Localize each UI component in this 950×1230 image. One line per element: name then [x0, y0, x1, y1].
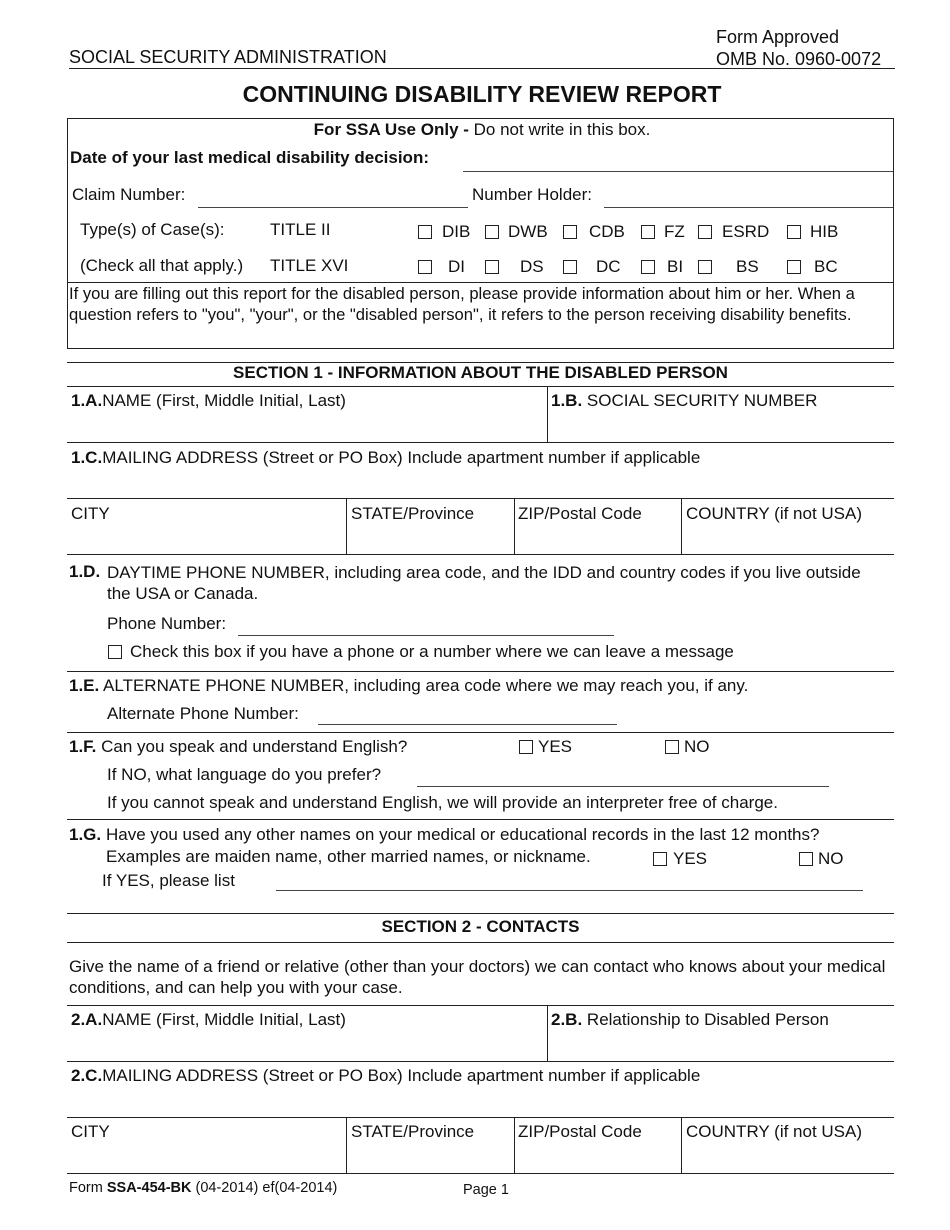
claim-number-label: Claim Number: [72, 185, 186, 204]
rule-1a [67, 442, 894, 443]
country-input-2[interactable] [683, 1143, 893, 1170]
number-holder-line[interactable] [604, 207, 893, 208]
bi-label: BI [667, 257, 684, 276]
ds-checkbox[interactable] [485, 260, 499, 274]
ssn-input-1b[interactable] [549, 412, 893, 440]
english-yes-checkbox[interactable] [519, 740, 533, 754]
field-1f: 1.F. Can you speak and understand English? [69, 737, 408, 756]
bi-checkbox[interactable] [641, 260, 655, 274]
di-checkbox[interactable] [418, 260, 432, 274]
alt-phone-input-line[interactable] [318, 724, 617, 725]
divider-state-zip-2 [514, 1117, 515, 1173]
alt-phone-label: Alternate Phone Number: [107, 704, 299, 723]
agency-name: SOCIAL SECURITY ADMINISTRATION [69, 47, 387, 67]
field-1b: 1.B. SOCIAL SECURITY NUMBER [551, 391, 818, 410]
hib-checkbox[interactable] [787, 225, 801, 239]
dc-label: DC [596, 257, 621, 276]
title-xvi-label: TITLE XVI [270, 256, 349, 275]
instructions-text: If you are filling out this report for the disabled person, please provide information about him or her. When a question refers to "you", "your", or the "disabled person", it refers to the person receiving disability benefits. [69, 284, 855, 324]
divider-zip-country-1 [681, 498, 682, 554]
field-1g-label: Have you used any other names on your medical or educational records in the last 12 months? [106, 825, 820, 844]
esrd-label: ESRD [722, 222, 770, 241]
rule-section2-intro [67, 1005, 894, 1006]
claim-number-line[interactable] [198, 207, 468, 208]
state-input-1[interactable] [348, 525, 512, 552]
interpreter-note: If you cannot speak and understand English, we will provide an interpreter free of charge. [107, 793, 778, 812]
fz-checkbox[interactable] [641, 225, 655, 239]
city-label-1: CITY [71, 504, 110, 523]
zip-input-2[interactable] [516, 1143, 679, 1170]
section2-top-rule [67, 913, 894, 914]
field-1a: 1.A.NAME (First, Middle Initial, Last) [71, 391, 346, 410]
rule-city-1 [67, 554, 894, 555]
last-decision-label: Date of your last medical disability decision: [70, 148, 429, 167]
ssa-use-only: For SSA Use Only - Do not write in this box. [313, 120, 651, 139]
hib-label: HIB [810, 222, 839, 241]
language-input-line[interactable] [417, 786, 829, 787]
english-no-label: NO [684, 737, 710, 756]
field-1c: 1.C.MAILING ADDRESS (Street or PO Box) Include apartment number if applicable [71, 448, 701, 467]
header-rule [69, 68, 895, 69]
language-label: If NO, what language do you prefer? [107, 765, 382, 784]
state-label-2: STATE/Province [351, 1122, 475, 1141]
other-names-yes-label: YES [673, 849, 708, 868]
section1-heading: SECTION 1 - INFORMATION ABOUT THE DISABLED PERSON [233, 363, 728, 382]
country-label-2: COUNTRY (if not USA) [686, 1122, 863, 1141]
name-input-1a[interactable] [69, 412, 545, 440]
number-holder-label: Number Holder: [472, 185, 592, 204]
rule-1d [67, 671, 894, 672]
cdb-label: CDB [589, 222, 625, 241]
divider-state-zip-1 [514, 498, 515, 554]
field-1d-num: 1.D. [69, 562, 101, 581]
section2-heading: SECTION 2 - CONTACTS [381, 917, 580, 936]
phone-input-line[interactable] [238, 635, 614, 636]
name-input-2a[interactable] [69, 1031, 545, 1059]
dwb-checkbox[interactable] [485, 225, 499, 239]
zip-label-2: ZIP/Postal Code [518, 1122, 642, 1141]
divider-city-state-2 [346, 1117, 347, 1173]
bc-label: BC [814, 257, 838, 276]
zip-label-1: ZIP/Postal Code [518, 504, 642, 523]
title-ii-label: TITLE II [270, 220, 331, 239]
divider-city-state-1 [346, 498, 347, 554]
rule-2c [67, 1117, 894, 1118]
message-check-label: Check this box if you have a phone or a number where we can leave a message [130, 642, 734, 661]
city-input-1[interactable] [69, 525, 344, 552]
divider-2a-2b [547, 1005, 548, 1061]
dib-label: DIB [442, 222, 471, 241]
field-2b: 2.B. Relationship to Disabled Person [551, 1010, 829, 1029]
state-label-1: STATE/Province [351, 504, 475, 523]
rule-2a [67, 1061, 894, 1062]
english-yes-label: YES [538, 737, 573, 756]
other-names-input-line[interactable] [276, 890, 863, 891]
relationship-input-2b[interactable] [549, 1031, 893, 1059]
dc-checkbox[interactable] [563, 260, 577, 274]
field-2a: 2.A.NAME (First, Middle Initial, Last) [71, 1010, 346, 1029]
dwb-label: DWB [508, 222, 548, 241]
address-input-1c[interactable] [69, 470, 893, 496]
form-approved: Form Approved [716, 27, 840, 47]
rule-city-2 [67, 1173, 894, 1174]
country-input-1[interactable] [683, 525, 893, 552]
section1-heading-rule [67, 386, 894, 387]
other-names-no-label: NO [818, 849, 844, 868]
other-names-list-label: If YES, please list [102, 871, 235, 890]
city-label-2: CITY [71, 1122, 110, 1141]
english-no-checkbox[interactable] [665, 740, 679, 754]
field-1g-examples: Examples are maiden name, other married names, or nickname. [106, 847, 591, 866]
omb-number: OMB No. 0960-0072 [716, 49, 882, 69]
form-id: Form SSA-454-BK (04-2014) ef(04-2014) [69, 1180, 338, 1196]
bs-checkbox[interactable] [698, 260, 712, 274]
divider-zip-country-2 [681, 1117, 682, 1173]
fz-label: FZ [664, 222, 685, 241]
bc-checkbox[interactable] [787, 260, 801, 274]
phone-label: Phone Number: [107, 614, 227, 633]
page-number: Page 1 [463, 1182, 509, 1198]
field-1g-num: 1.G. [69, 825, 102, 844]
rule-1c [67, 498, 894, 499]
section2-heading-rule [67, 942, 894, 943]
section2-intro: Give the name of a friend or relative (other than your doctors) we can contact who knows about your medical conditions, and can help you with your case. [69, 957, 886, 997]
esrd-checkbox[interactable] [698, 225, 712, 239]
divider-1a-1b [547, 386, 548, 442]
check-all-label: (Check all that apply.) [80, 256, 244, 275]
bs-label: BS [736, 257, 759, 276]
case-types-label: Type(s) of Case(s): [80, 220, 225, 239]
rule-1e [67, 732, 894, 733]
city-input-2[interactable] [69, 1143, 344, 1170]
cdb-checkbox[interactable] [563, 225, 577, 239]
country-label-1: COUNTRY (if not USA) [686, 504, 863, 523]
ds-label: DS [520, 257, 544, 276]
last-decision-line[interactable] [463, 171, 893, 172]
dib-checkbox[interactable] [418, 225, 432, 239]
field-1e: 1.E. ALTERNATE PHONE NUMBER, including area code where we may reach you, if any. [69, 676, 749, 695]
zip-input-1[interactable] [516, 525, 679, 552]
di-label: DI [448, 257, 465, 276]
message-checkbox[interactable] [108, 645, 122, 659]
address-input-2c[interactable] [69, 1088, 893, 1114]
other-names-no-checkbox[interactable] [799, 852, 813, 866]
page-title: CONTINUING DISABILITY REVIEW REPORT [242, 81, 722, 107]
other-names-yes-checkbox[interactable] [653, 852, 667, 866]
rule-1f [67, 819, 894, 820]
state-input-2[interactable] [348, 1143, 512, 1170]
field-1d-label: DAYTIME PHONE NUMBER, including area code, and the IDD and country codes if you live outside the USA or Canada. [107, 563, 861, 603]
field-2c: 2.C.MAILING ADDRESS (Street or PO Box) Include apartment number if applicable [71, 1066, 701, 1085]
